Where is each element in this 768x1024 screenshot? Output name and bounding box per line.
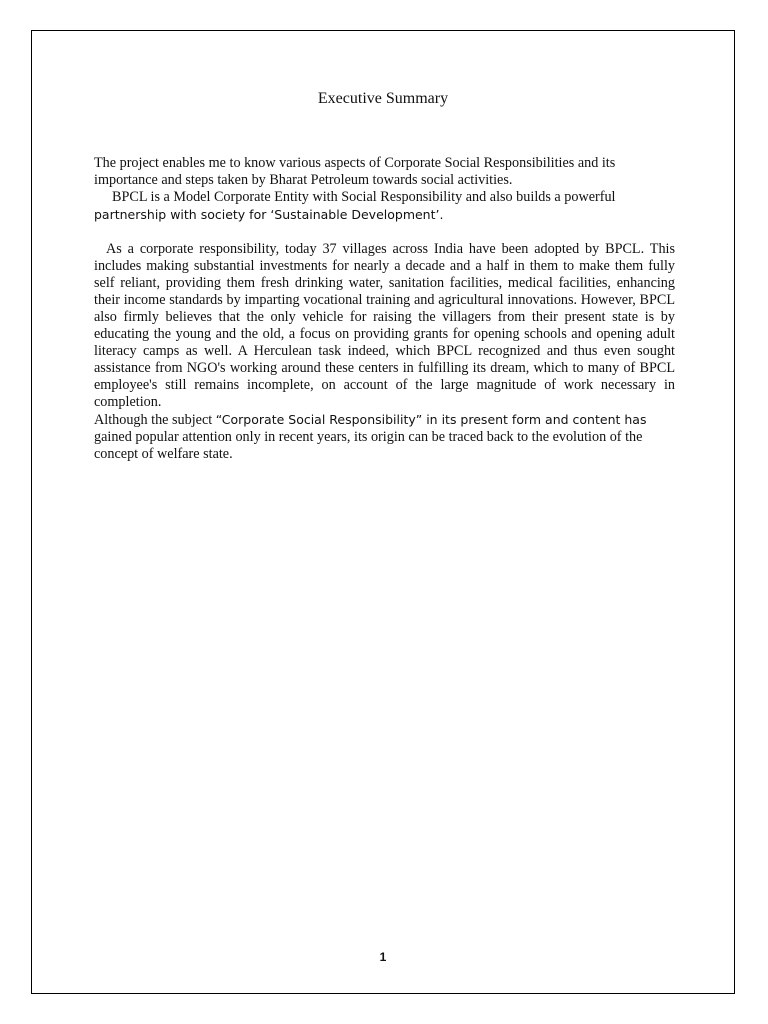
document-body — [94, 155, 675, 463]
page-title: Executive Summary — [317, 90, 449, 107]
paragraph-origin — [94, 411, 675, 463]
paragraph-origin-part1: Although the subject — [94, 412, 213, 428]
document-page — [31, 30, 735, 994]
paragraph-origin-part2: “Corporate Social Responsibility” in its present form and content has — [215, 412, 647, 427]
paragraph-bpcl-model — [94, 189, 675, 224]
paragraph-intro: The project enables me to know various aspects of Corporate Social Responsibilities and its importance and steps taken by Bharat Petroleum towards social activities. — [94, 155, 616, 188]
paragraph-bpcl-model-line2: partnership with society for ‘Sustainable Development’. — [94, 207, 444, 222]
paragraph-bpcl-model-line1: BPCL is a Model Corporate Entity with Social Responsibility and also builds a powerful — [112, 189, 616, 205]
page-number: 1 — [379, 950, 387, 964]
paragraph-gap — [94, 224, 675, 241]
paragraph-villages: As a corporate responsibility, today 37 villages across India have been adopted by BPCL. This includes making substantial investments for nearly a decade and a half in them to make them fully self reliant, providing them fresh drinking water, sanitation facilities, medical facilities, enhancing their income standards by imparting vocational training and agricultural innovations. However, BPCL also firmly believes that the only vehicle for raising the villagers from their present state is by educating the young and the old, a focus on providing grants for opening schools and opening adult literacy camps as well. A Herculean task indeed, which BPCL recognized and thus even sought assistance from NGO's working around these centers in fulfilling its dream, which to many of BPCL employee's still remains incomplete, on account of the large magnitude of work necessary in completion. — [94, 241, 675, 410]
paragraph-origin-part3: gained popular attention only in recent years, its origin can be traced back to the evolution of the concept of welfare state. — [94, 429, 643, 462]
